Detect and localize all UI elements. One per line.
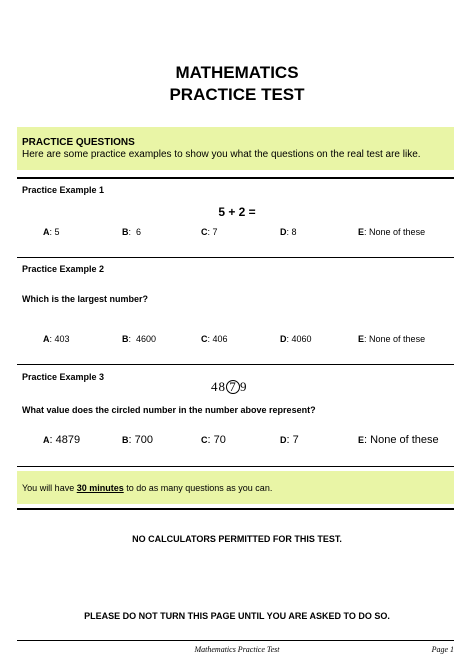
divider [17, 364, 454, 365]
example3-answer-d: D: 7 [280, 434, 299, 446]
time-limit: 30 minutes [76, 483, 124, 493]
example2-answer-a: A: 403 [43, 334, 70, 344]
divider [17, 508, 454, 510]
example2-answer-e: E: None of these [358, 334, 426, 344]
footer-rule [17, 640, 454, 641]
example3-number: 48 7 9 [211, 379, 248, 394]
page-title-line1: MATHEMATICS [175, 63, 299, 82]
footer-title: Mathematics Practice Test [194, 645, 280, 654]
example1-answer-c: C: 7 [201, 227, 218, 237]
example3-label: Practice Example 3 [22, 372, 105, 382]
example2-answer-c: C: 406 [201, 334, 228, 344]
example1-label: Practice Example 1 [22, 185, 105, 195]
example1-question: 5 + 2 = [218, 205, 256, 219]
intro-heading: PRACTICE QUESTIONS [22, 137, 135, 148]
example3-question: What value does the circled number in the number above represent? [22, 405, 316, 415]
example3-answer-a: A: 4879 [43, 434, 81, 446]
no-calculators-notice: NO CALCULATORS PERMITTED FOR THIS TEST. [132, 534, 342, 544]
example3-answer-b: B: 700 [122, 434, 153, 446]
example2-answer-d: D: 4060 [280, 334, 312, 344]
example1-answer-b: B: 6 [122, 227, 142, 237]
time-note-box [17, 471, 454, 504]
example1-answer-e: E: None of these [358, 227, 426, 237]
example1-answer-d: D: 8 [280, 227, 297, 237]
example2-label: Practice Example 2 [22, 264, 105, 274]
divider [17, 257, 454, 258]
example2-question: Which is the largest number? [22, 294, 149, 304]
example2-answer-b: B: 4600 [122, 334, 157, 344]
divider [17, 466, 454, 467]
circled-digit: 7 [226, 380, 240, 394]
time-note: You will have 30 minutes to do as many questions as you can. [22, 483, 273, 493]
page-title-line2: PRACTICE TEST [169, 85, 305, 104]
example1-answer-a: A: 5 [43, 227, 60, 237]
intro-box [17, 127, 454, 170]
page-number: Page 1 [431, 645, 454, 654]
example3-answer-e: E: None of these [358, 434, 439, 446]
do-not-turn-notice: PLEASE DO NOT TURN THIS PAGE UNTIL YOU ARE ASKED TO DO SO. [84, 611, 390, 621]
divider [17, 177, 454, 179]
example3-answer-c: C: 70 [201, 434, 226, 446]
intro-text: Here are some practice examples to show you what the questions on the real test are like. [22, 149, 421, 160]
